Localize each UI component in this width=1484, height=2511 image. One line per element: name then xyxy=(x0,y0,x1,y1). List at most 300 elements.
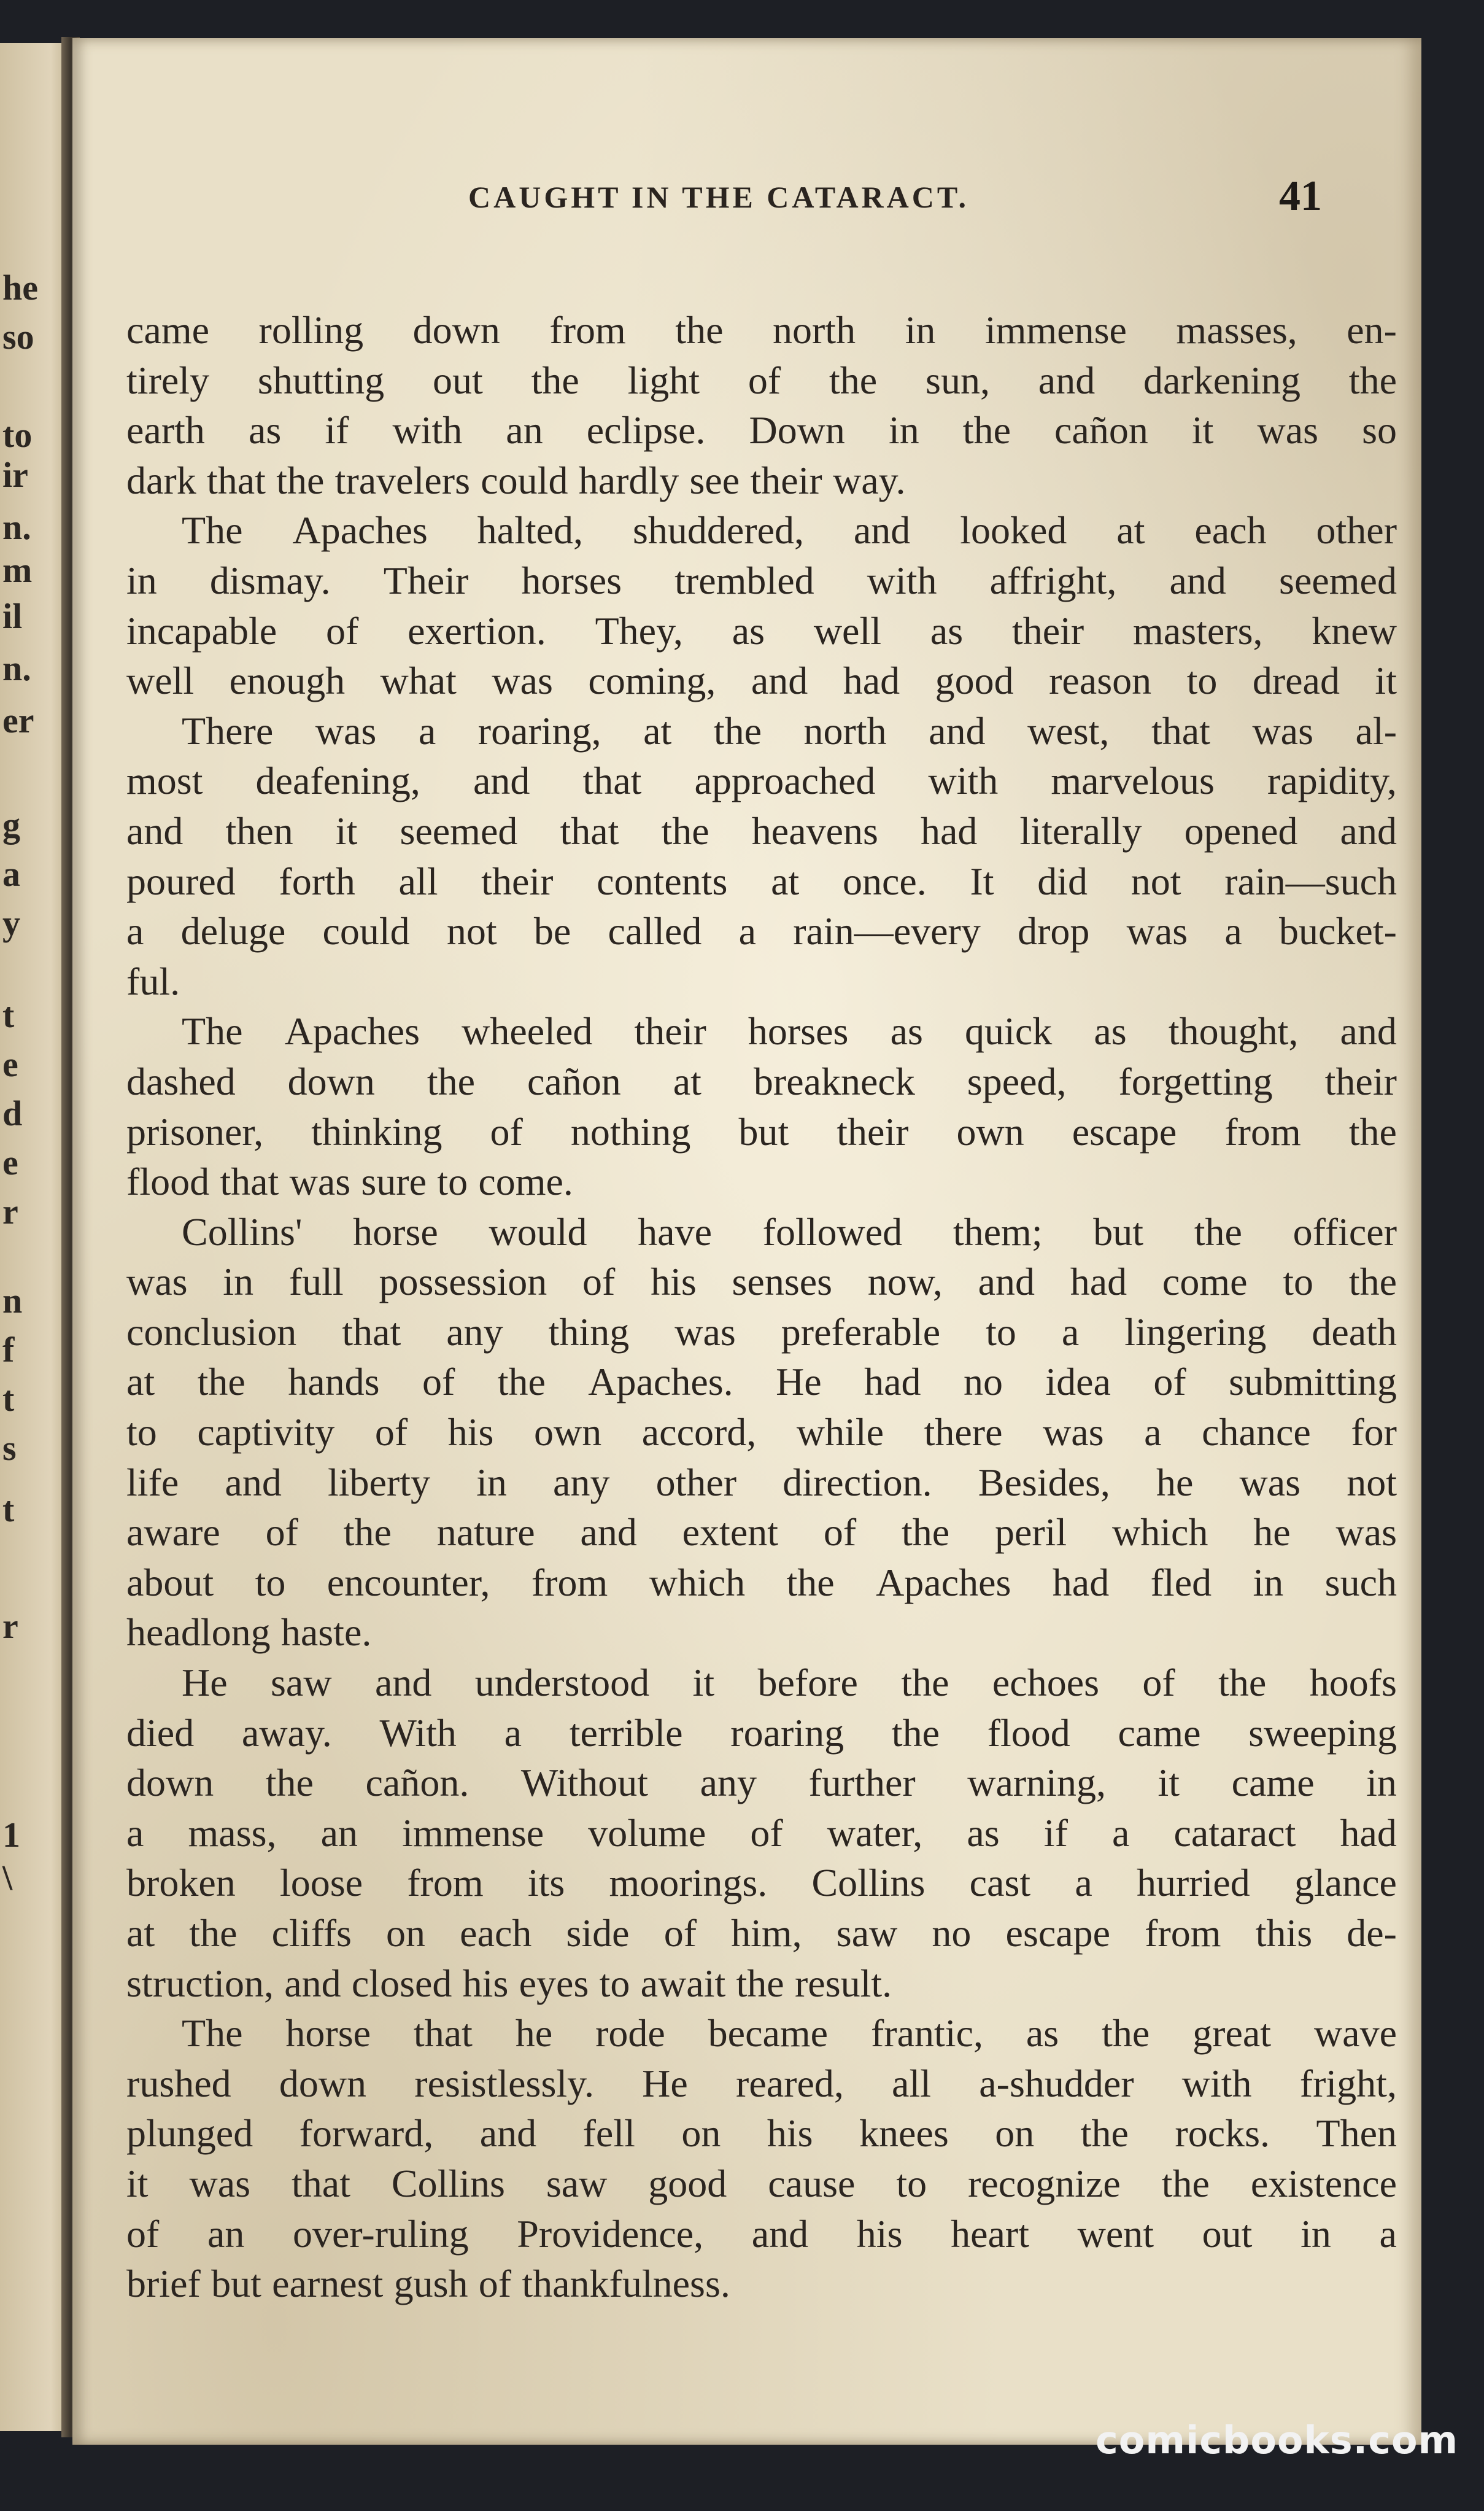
word: and xyxy=(284,1961,341,2005)
word: he xyxy=(1253,1510,1291,1554)
word: deafening, xyxy=(255,759,420,803)
word: thing xyxy=(548,1310,630,1354)
word: come xyxy=(1162,1260,1248,1304)
word: the xyxy=(276,458,325,502)
text-line xyxy=(126,1958,1397,2009)
word: Apaches xyxy=(292,508,428,553)
word: was xyxy=(1126,909,1188,953)
word: became xyxy=(708,2011,829,2055)
word: and xyxy=(374,1661,432,1705)
word: The xyxy=(182,508,243,553)
text-line xyxy=(126,2008,1397,2059)
word: did xyxy=(1037,859,1088,903)
text-line xyxy=(126,756,1397,806)
word: breakneck xyxy=(753,1059,915,1103)
word: in xyxy=(223,1260,254,1304)
word: thinking xyxy=(311,1109,442,1154)
word: a xyxy=(1061,1310,1080,1354)
word: struction, xyxy=(126,1961,274,2005)
word: eclipse. xyxy=(586,408,706,452)
word: hands xyxy=(288,1360,380,1404)
word: opened xyxy=(1184,809,1298,853)
word: and xyxy=(1169,558,1226,602)
word: their xyxy=(634,1009,706,1054)
word: sure xyxy=(361,1160,427,1204)
word: the xyxy=(531,358,579,402)
facing-page-fragment: il xyxy=(2,596,23,636)
word: approached xyxy=(694,759,876,803)
word: shuddered, xyxy=(632,508,804,553)
facing-page-fragment: \ xyxy=(2,1858,13,1898)
word: a xyxy=(1379,2211,1397,2256)
text-line xyxy=(126,1607,1397,1658)
word: any xyxy=(553,1460,610,1504)
word: and xyxy=(580,1510,637,1554)
word: for xyxy=(1351,1410,1397,1454)
word: them; xyxy=(953,1209,1043,1254)
word: if xyxy=(1043,1810,1068,1855)
word: volume xyxy=(588,1810,706,1855)
word: the xyxy=(1102,2011,1150,2055)
word: that xyxy=(206,458,266,502)
word: the xyxy=(1348,1260,1397,1304)
word: on xyxy=(681,2111,721,2156)
word: in xyxy=(1366,1761,1397,1805)
word: of xyxy=(478,2262,512,2306)
word: called xyxy=(608,909,702,953)
facing-page-fragment: f xyxy=(2,1330,15,1370)
word: of xyxy=(265,1510,298,1554)
word: broken xyxy=(126,1861,236,1905)
word: the xyxy=(497,1360,546,1404)
word: but xyxy=(738,1109,789,1154)
word: a xyxy=(418,708,436,753)
word: captivity xyxy=(197,1410,335,1454)
word: was xyxy=(315,708,377,753)
word: horse xyxy=(353,1209,438,1254)
word: in xyxy=(1300,2211,1331,2256)
word: escape xyxy=(1005,1911,1111,1955)
word: and xyxy=(751,659,808,703)
word: the xyxy=(427,1059,476,1103)
word: fled xyxy=(1150,1560,1212,1604)
word: well xyxy=(126,659,195,703)
word: idea xyxy=(1045,1360,1111,1404)
text-line xyxy=(126,405,1397,456)
word: come. xyxy=(478,1160,573,1204)
word: light xyxy=(627,358,700,402)
word: his xyxy=(651,1260,697,1304)
word: rolling xyxy=(258,308,364,352)
word: closed xyxy=(351,1961,452,2005)
text-line xyxy=(126,305,1397,355)
word: he xyxy=(1156,1460,1194,1504)
word: gush xyxy=(393,2262,468,2306)
word: nature xyxy=(436,1510,535,1554)
word: saw xyxy=(271,1661,332,1705)
word: ful. xyxy=(126,959,180,1003)
word: senses xyxy=(732,1260,833,1304)
word: well xyxy=(813,608,882,653)
word: it xyxy=(126,2161,149,2205)
text-line xyxy=(126,2259,1397,2309)
word: good xyxy=(935,659,1014,703)
word: all xyxy=(398,859,438,903)
word: from xyxy=(549,308,626,352)
word: as xyxy=(1026,2011,1059,2055)
text-line xyxy=(126,2209,1397,2259)
word: the xyxy=(829,358,878,402)
word: al- xyxy=(1355,708,1397,753)
chapter-title: CAUGHT IN THE CATARACT. xyxy=(468,180,970,214)
word: in xyxy=(905,308,936,352)
word: hoofs xyxy=(1309,1661,1397,1705)
word: had xyxy=(1052,1560,1110,1604)
word: the xyxy=(1161,2161,1210,2205)
word: There xyxy=(182,708,274,753)
text-line xyxy=(126,1307,1397,1357)
word: recognize xyxy=(968,2161,1121,2205)
word: glance xyxy=(1294,1861,1397,1905)
word: in xyxy=(888,408,919,452)
word: at xyxy=(126,1360,155,1404)
word: as xyxy=(967,1810,1000,1855)
word: with xyxy=(1181,2061,1252,2105)
word: would xyxy=(489,1209,587,1254)
word: rocks. xyxy=(1175,2111,1270,2156)
word: conclusion xyxy=(126,1310,297,1354)
text-line xyxy=(126,1908,1397,1958)
word: Collins xyxy=(391,2161,505,2205)
text-line xyxy=(126,1507,1397,1558)
word: their xyxy=(1011,608,1084,653)
word: at xyxy=(126,1911,155,1955)
word: any xyxy=(700,1761,757,1805)
word: a xyxy=(1224,909,1242,953)
word: further xyxy=(808,1761,916,1805)
word: exertion. xyxy=(408,608,546,653)
facing-page-fragment: t xyxy=(2,995,15,1035)
word: most xyxy=(126,759,203,803)
word: about xyxy=(126,1560,214,1604)
word: of xyxy=(374,1410,408,1454)
word: fright, xyxy=(1299,2061,1397,2105)
word: of xyxy=(823,1510,857,1554)
word: roaring xyxy=(730,1710,844,1755)
word: a xyxy=(504,1710,522,1755)
text-line xyxy=(126,1658,1397,1708)
word: from xyxy=(407,1861,484,1905)
word: and xyxy=(978,1260,1035,1304)
word: preferable xyxy=(781,1310,941,1354)
word: to xyxy=(1186,659,1218,703)
word: rain—every xyxy=(793,909,981,953)
word: north xyxy=(772,308,856,352)
word: this xyxy=(1255,1911,1313,1955)
word: to xyxy=(1283,1260,1314,1304)
word: masses, xyxy=(1176,308,1297,352)
word: and xyxy=(126,809,184,853)
word: saw xyxy=(546,2161,608,2205)
text-line xyxy=(126,1808,1397,1858)
word: Then xyxy=(1316,2111,1397,2156)
word: forth xyxy=(279,859,355,903)
word: went xyxy=(1077,2211,1154,2256)
word: saw xyxy=(836,1911,898,1955)
word: to xyxy=(437,1160,468,1204)
word: with xyxy=(867,558,937,602)
word: looked xyxy=(960,508,1067,553)
word: masters, xyxy=(1133,608,1263,653)
facing-page-fragment: d xyxy=(2,1093,23,1133)
word: not xyxy=(1347,1460,1397,1504)
word: Apaches. xyxy=(588,1360,733,1404)
word: the xyxy=(901,1510,950,1554)
word: but xyxy=(211,2262,261,2306)
word: knew xyxy=(1312,608,1397,653)
word: in xyxy=(476,1460,507,1504)
facing-page-fragment: so xyxy=(2,317,34,357)
word: wheeled xyxy=(462,1009,593,1054)
word: had xyxy=(843,659,900,703)
word: down xyxy=(412,308,500,352)
word: his xyxy=(447,1410,494,1454)
word: escape xyxy=(1072,1109,1177,1154)
word: came xyxy=(1118,1710,1201,1755)
word: understood xyxy=(474,1661,650,1705)
text-line xyxy=(126,1207,1397,1257)
word: nothing xyxy=(570,1109,691,1154)
word: Providence, xyxy=(517,2211,704,2256)
word: and xyxy=(1340,1009,1397,1054)
word: the xyxy=(891,1710,940,1755)
word: a xyxy=(738,909,756,953)
word: dismay. xyxy=(209,558,331,602)
word: Their xyxy=(383,558,469,602)
word: sun, xyxy=(926,358,990,402)
word: It xyxy=(970,859,994,903)
word: was xyxy=(674,1310,736,1354)
word: flood xyxy=(987,1710,1070,1755)
word: cañon xyxy=(527,1059,621,1103)
word: life xyxy=(126,1460,179,1504)
word: was xyxy=(289,1160,351,1204)
word: to xyxy=(599,1961,630,2005)
facing-page-fragment: e xyxy=(2,1143,18,1182)
word: warning, xyxy=(967,1761,1106,1805)
word: of xyxy=(750,1810,783,1855)
word: and xyxy=(1340,809,1397,853)
text-line xyxy=(126,1858,1397,1908)
word: He xyxy=(642,2061,688,2105)
facing-page-fragment: a xyxy=(2,854,20,894)
word: could xyxy=(481,458,568,502)
word: it xyxy=(1375,659,1397,703)
word: in xyxy=(1253,1560,1284,1604)
text-line xyxy=(126,1107,1397,1157)
word: They, xyxy=(595,608,683,653)
word: which xyxy=(649,1560,746,1604)
text-line xyxy=(126,2159,1397,2209)
word: the xyxy=(713,708,762,753)
word: dark xyxy=(126,458,196,502)
word: of xyxy=(325,608,359,653)
word: in xyxy=(126,558,157,602)
facing-page-fragment: g xyxy=(2,805,20,845)
word: He xyxy=(776,1360,822,1404)
word: affright, xyxy=(989,558,1117,602)
word: own xyxy=(956,1109,1024,1154)
word: cañon. xyxy=(365,1761,470,1805)
word: coming, xyxy=(588,659,716,703)
word: rushed xyxy=(126,2061,231,2105)
word: extent xyxy=(682,1510,778,1554)
word: cause xyxy=(768,2161,856,2205)
word: and xyxy=(225,1460,282,1504)
word: seemed xyxy=(1279,558,1397,602)
word: water, xyxy=(827,1810,923,1855)
word: headlong xyxy=(126,1610,271,1655)
word: great xyxy=(1192,2011,1272,2055)
word: result. xyxy=(794,1961,892,2005)
text-line xyxy=(126,957,1397,1007)
word: cañon xyxy=(1054,408,1148,452)
facing-page-fragment: er xyxy=(2,701,34,740)
word: was xyxy=(1043,1410,1104,1454)
word: could xyxy=(322,909,410,953)
text-line xyxy=(126,906,1397,957)
text-line xyxy=(126,2108,1397,2159)
word: out xyxy=(433,358,483,402)
word: resistlessly. xyxy=(414,2061,594,2105)
word: plunged xyxy=(126,2111,253,2156)
word: and xyxy=(479,2111,537,2156)
word: their xyxy=(481,859,554,903)
word: now, xyxy=(867,1260,943,1304)
word: moorings. xyxy=(609,1861,768,1905)
word: had xyxy=(1070,1260,1127,1304)
word: of xyxy=(490,1109,523,1154)
word: the xyxy=(736,1961,784,2005)
word: that xyxy=(292,2161,350,2205)
word: if xyxy=(325,408,349,452)
word: speed, xyxy=(967,1059,1067,1103)
word: at xyxy=(673,1059,701,1103)
text-line xyxy=(126,1708,1397,1758)
word: full xyxy=(288,1260,344,1304)
word: a xyxy=(126,1810,144,1855)
word: of xyxy=(663,1911,697,1955)
word: the xyxy=(962,408,1011,452)
word: any xyxy=(446,1310,503,1354)
word: Apaches xyxy=(284,1009,420,1054)
word: their xyxy=(1324,1059,1397,1103)
word: direction. xyxy=(783,1460,932,1504)
facing-page-fragment: t xyxy=(2,1489,15,1529)
word: travelers xyxy=(334,458,470,502)
word: while xyxy=(796,1410,884,1454)
word: officer xyxy=(1293,1209,1397,1254)
text-line xyxy=(126,806,1397,856)
text-line xyxy=(126,1758,1397,1808)
word: rapidity, xyxy=(1267,759,1397,803)
word: before xyxy=(757,1661,858,1705)
word: that xyxy=(342,1310,401,1354)
word: thankfulness. xyxy=(522,2262,730,2306)
word: he xyxy=(515,2011,553,2055)
word: north xyxy=(803,708,887,753)
word: lingering xyxy=(1124,1310,1267,1354)
text-line xyxy=(126,505,1397,556)
word: as xyxy=(930,608,964,653)
word: possession xyxy=(379,1260,547,1304)
word: Collins' xyxy=(182,1209,303,1254)
word: and xyxy=(853,508,911,553)
word: of xyxy=(126,2211,160,2256)
text-line xyxy=(126,556,1397,606)
word: Down xyxy=(749,408,845,452)
word: Apaches xyxy=(876,1560,1011,1604)
text-line xyxy=(126,856,1397,907)
page-number: 41 xyxy=(1279,173,1322,220)
word: his xyxy=(767,2111,813,2156)
word: what xyxy=(380,659,457,703)
word: out xyxy=(1202,2211,1253,2256)
word: darkening xyxy=(1143,358,1300,402)
word: frantic, xyxy=(870,2011,983,2055)
word: haste. xyxy=(280,1610,372,1655)
word: was xyxy=(1257,408,1319,452)
word: the xyxy=(675,308,724,352)
word: cliffs xyxy=(271,1911,352,1955)
word: was xyxy=(189,2161,251,2205)
text-line xyxy=(126,1257,1397,1307)
word: once. xyxy=(842,859,927,903)
word: and xyxy=(473,759,530,803)
text-line xyxy=(126,606,1397,656)
word: forward, xyxy=(299,2111,434,2156)
word: immense xyxy=(402,1810,544,1855)
word: and xyxy=(751,2211,809,2256)
word: his xyxy=(462,1961,509,2005)
word: thought, xyxy=(1168,1009,1299,1054)
word: quick xyxy=(965,1009,1053,1054)
word: see xyxy=(689,458,740,502)
word: shutting xyxy=(257,358,385,402)
word: to xyxy=(896,2161,927,2205)
word: to xyxy=(986,1310,1016,1354)
word: knees xyxy=(859,2111,949,2156)
word: on xyxy=(386,1911,426,1955)
body-text xyxy=(126,305,1397,2309)
word: the xyxy=(901,1661,949,1705)
word: roaring, xyxy=(477,708,601,753)
word: be xyxy=(533,909,571,953)
text-line xyxy=(126,2059,1397,2109)
word: other xyxy=(1316,508,1397,553)
watermark-logo: comicbooks.com xyxy=(1096,2418,1459,2462)
word: as xyxy=(1094,1009,1127,1054)
word: earth xyxy=(126,408,205,452)
word: at xyxy=(771,859,800,903)
word: down xyxy=(279,2061,367,2105)
word: aware xyxy=(126,1510,220,1554)
word: With xyxy=(379,1710,457,1755)
text-line xyxy=(126,1157,1397,1207)
word: then xyxy=(225,809,293,853)
word: way. xyxy=(833,458,906,502)
word: of xyxy=(582,1260,616,1304)
